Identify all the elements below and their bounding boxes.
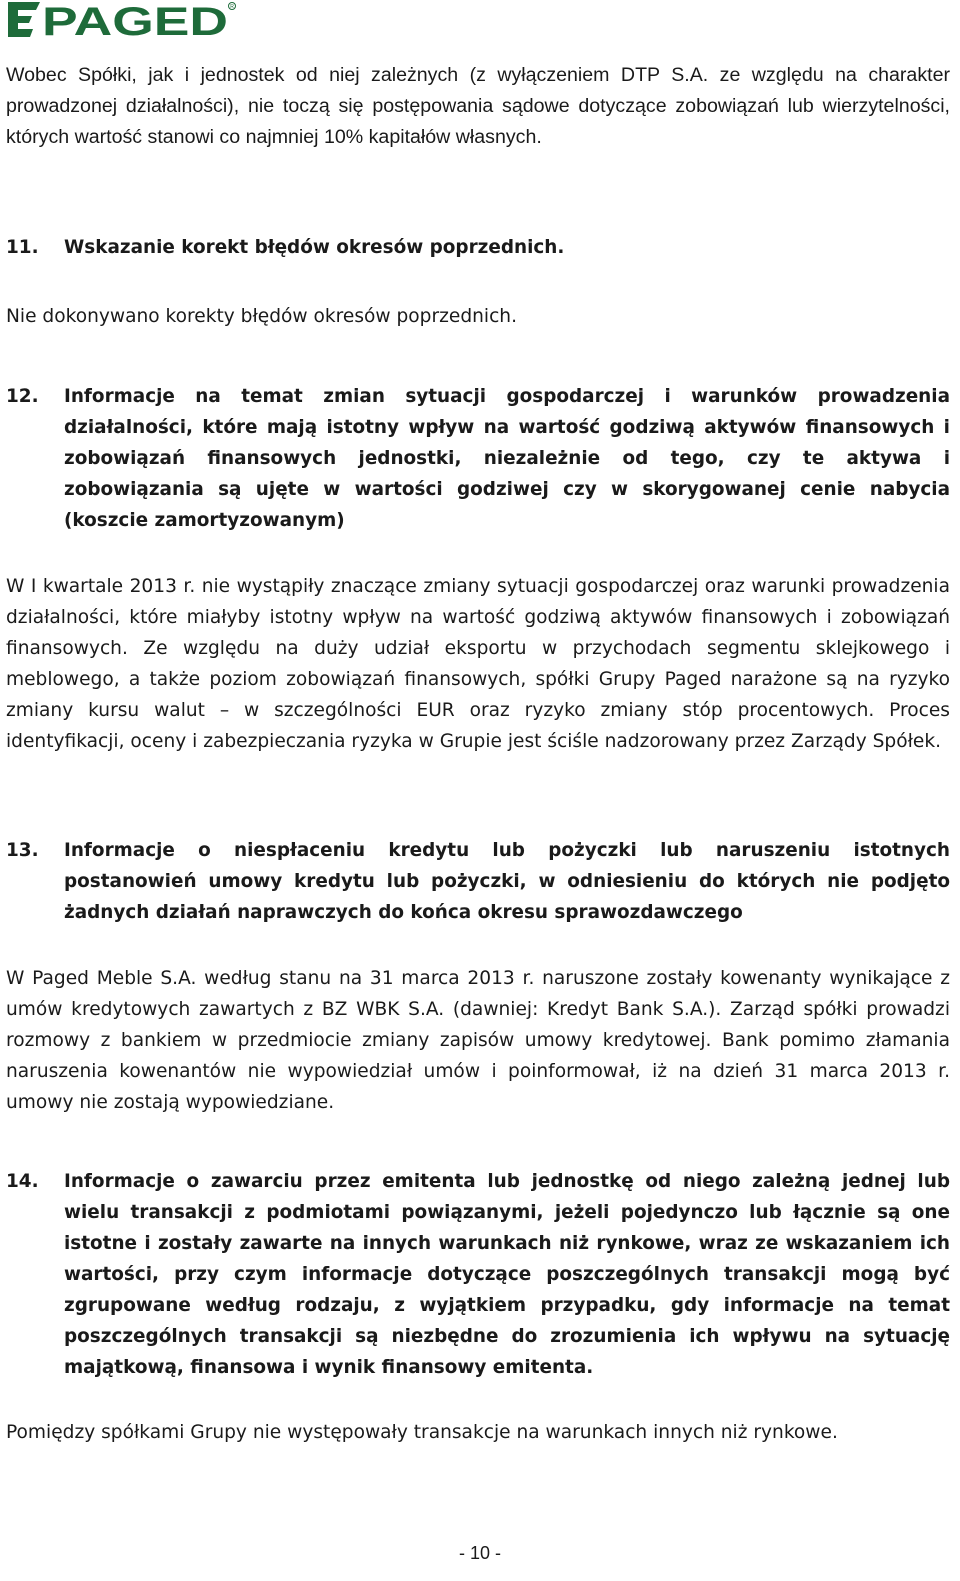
page-number: - 10 - bbox=[458, 1543, 501, 1563]
section-heading-14 bbox=[6, 1166, 950, 1383]
section-heading-11 bbox=[6, 232, 950, 263]
section-body-11: Nie dokonywano korekty błędów okresów poprzednich. bbox=[6, 306, 517, 327]
intro-paragraph: Wobec Spółki, jak i jednostek od niej zależnych (z wyłączeniem DTP S.A. ze względu na charakter prowadzonej działalności), nie toczą się postępowania sądowe dotyczące zobowiązań lub wierzytelności, których wartość stanowi co najmniej 10% kapitałów własnych. bbox=[6, 64, 950, 148]
section-body-14: Pomiędzy spółkami Grupy nie występowały transakcje na warunkach innych niż rynkowe. bbox=[6, 1422, 838, 1443]
section-heading-12 bbox=[6, 381, 950, 536]
section-title: Informacje na temat zmian sytuacji gospodarczej i warunków prowadzenia działalności, które mają istotny wpływ na wartość godziwą aktywów finansowych i zobowiązań finansowych jednostki, niezależnie od tego, czy te aktywa i zobowiązania są ujęte w wartości godziwej czy w skorygowanej cenie nabycia (koszcie zamortyzowanym) bbox=[64, 386, 950, 531]
section-number: 12. bbox=[6, 386, 39, 407]
svg-text:R: R bbox=[230, 4, 234, 10]
section-title: Informacje o zawarciu przez emitenta lub jednostkę od niego zależną jednej lub wielu transakcji z podmiotami powiązanymi, jeżeli pojedynczo lub łącznie są one istotne i zostały zawarte na innych warunkach niż rynkowe, wraz ze wskazaniem ich wartości, przy czym informacje dotyczące poszczególnych transakcji mogą być zgrupowane według rodzaju, z wyjątkiem przypadku, gdy informacje na temat poszczególnych transakcji są niezbędne do zrozumienia ich wpływu na sytuację majątkową, finansowa i wynik finansowy emitenta. bbox=[64, 1171, 950, 1378]
paged-logo-mark-icon bbox=[6, 0, 238, 40]
logo-text: PAGED bbox=[42, 0, 228, 40]
section-title: Wskazanie korekt błędów okresów poprzednich. bbox=[64, 237, 565, 258]
section-number: 13. bbox=[6, 840, 39, 861]
paged-logo bbox=[6, 0, 238, 40]
section-number: 11. bbox=[6, 237, 39, 258]
section-body-13: W Paged Meble S.A. według stanu na 31 marca 2013 r. naruszone zostały kowenanty wynikające z umów kredytowych zawartych z BZ WBK S.A. (dawniej: Kredyt Bank S.A.). Zarząd spółki prowadzi rozmowy z bankiem w przedmiocie zmiany zapisów umowy kredytowej. Bank pomimo złamania naruszenia kowenantów nie wypowiedział umów i poinformował, iż na dzień 31 marca 2013 r. umowy nie zostają wypowiedziane. bbox=[6, 968, 950, 1113]
section-title: Informacje o niespłaceniu kredytu lub pożyczki lub naruszeniu istotnych postanowień umowy kredytu lub pożyczki, w odniesieniu do których nie podjęto żadnych działań naprawczych do końca okresu sprawozdawczego bbox=[64, 840, 950, 923]
section-body-12: W I kwartale 2013 r. nie wystąpiły znaczące zmiany sytuacji gospodarczej oraz warunki prowadzenia działalności, które miałyby istotny wpływ na wartość godziwą aktywów finansowych i zobowiązań finansowych. Ze względu na duży udział eksportu w przychodach segmentu sklejkowego i meblowego, a także poziom zobowiązań finansowych, spółki Grupy Paged narażone są na ryzyko zmiany kursu walut – w szczególności EUR oraz ryzyko zmiany stóp procentowych. Proces identyfikacji, oceny i zabezpieczania ryzyka w Grupie jest ściśle nadzorowany przez Zarządy Spółek. bbox=[6, 576, 950, 752]
section-heading-13 bbox=[6, 835, 950, 928]
section-number: 14. bbox=[6, 1171, 39, 1192]
